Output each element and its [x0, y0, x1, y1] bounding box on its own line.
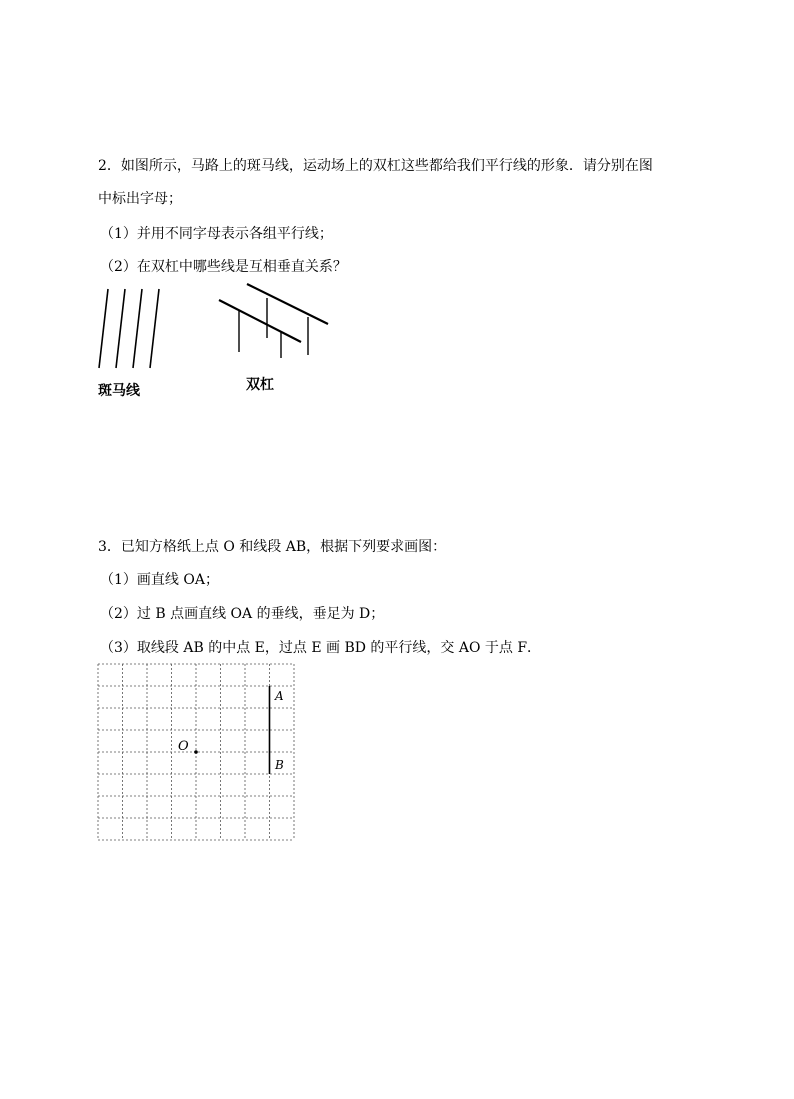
q3-sub1: （1）画直线 OA；: [100, 572, 219, 588]
q3-sub3: （3）取线段 AB 的中点 E，过点 E 画 BD 的平行线，交 AO 于点 F．: [100, 640, 542, 656]
bar-rail-front: [219, 300, 301, 342]
zebra-crossing-label: 斑马线: [98, 383, 140, 399]
bar-rail-back: [247, 284, 328, 324]
point-o: [194, 750, 198, 754]
label-b: B: [275, 758, 284, 772]
parallel-bars-figure: [215, 280, 335, 360]
zebra-stripe-1: [99, 289, 108, 368]
zebra-stripe-2: [116, 289, 125, 368]
grid-paper-figure: [97, 663, 297, 843]
q3-sub2: （2）过 B 点画直线 OA 的垂线，垂足为 D；: [100, 606, 385, 622]
zebra-stripe-4: [150, 289, 159, 368]
parallel-bars-label: 双杠: [246, 377, 274, 393]
q2-sub2: （2）在双杠中哪些线是互相垂直关系？: [100, 259, 347, 275]
label-o: O: [178, 739, 189, 754]
q2-sub1: （1）并用不同字母表示各组平行线；: [100, 226, 333, 242]
q2-stem-line1: 2．如图所示，马路上的斑马线，运动场上的双杠这些都给我们平行线的形象．请分别在图: [98, 158, 653, 174]
q2-stem-line2: 中标出字母；: [98, 191, 182, 207]
label-a: A: [275, 689, 284, 703]
q3-stem: 3．已知方格纸上点 O 和线段 AB，根据下列要求画图：: [98, 539, 447, 555]
zebra-crossing-figure: [92, 285, 172, 375]
zebra-stripe-3: [133, 289, 142, 368]
